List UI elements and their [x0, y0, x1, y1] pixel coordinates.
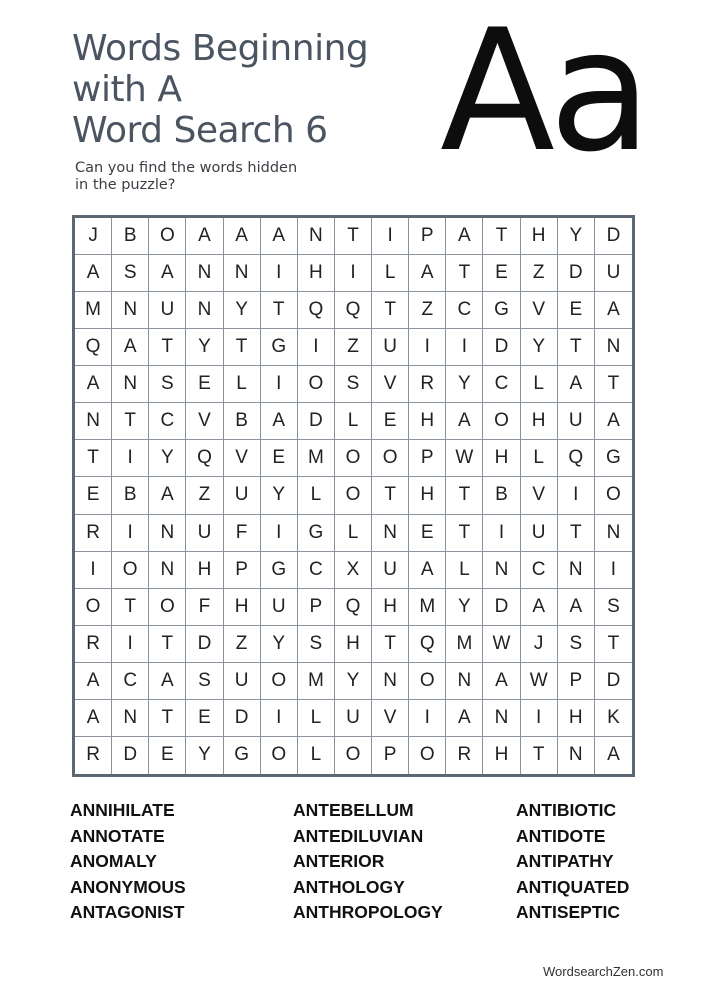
grid-cell[interactable]: O [595, 477, 632, 514]
grid-cell[interactable]: Q [409, 626, 446, 663]
grid-cell[interactable]: O [75, 589, 112, 626]
grid-cell[interactable]: N [112, 292, 149, 329]
grid-cell[interactable]: Y [335, 663, 372, 700]
grid-cell[interactable]: I [112, 626, 149, 663]
grid-cell[interactable]: D [483, 329, 520, 366]
grid-cell[interactable]: S [335, 366, 372, 403]
grid-cell[interactable]: G [261, 329, 298, 366]
word-list-item: ANOMALY [70, 851, 157, 872]
grid-cell[interactable]: W [521, 663, 558, 700]
grid-cell[interactable]: Y [261, 477, 298, 514]
grid-cell[interactable]: Q [75, 329, 112, 366]
grid-cell[interactable]: W [483, 626, 520, 663]
grid-cell[interactable]: I [112, 440, 149, 477]
grid-cell[interactable]: G [224, 737, 261, 774]
grid-cell[interactable]: M [298, 663, 335, 700]
grid-cell[interactable]: A [409, 255, 446, 292]
grid-cell[interactable]: T [521, 737, 558, 774]
grid-cell[interactable]: B [112, 218, 149, 255]
grid-cell[interactable]: A [521, 589, 558, 626]
grid-cell[interactable]: H [483, 440, 520, 477]
grid-cell[interactable]: T [224, 329, 261, 366]
title-line-1: Words Beginning [72, 28, 369, 69]
grid-cell[interactable]: G [595, 440, 632, 477]
grid-cell[interactable]: E [483, 255, 520, 292]
grid-cell[interactable]: U [224, 663, 261, 700]
grid-cell[interactable]: O [335, 737, 372, 774]
word-list-item: ANTIBIOTIC [516, 800, 617, 820]
grid-cell[interactable]: N [149, 515, 186, 552]
grid-cell[interactable]: O [261, 663, 298, 700]
grid-cell[interactable]: O [298, 366, 335, 403]
grid-cell[interactable]: L [335, 515, 372, 552]
grid-cell[interactable]: P [409, 218, 446, 255]
grid-cell[interactable]: P [224, 552, 261, 589]
grid-cell[interactable]: Y [149, 440, 186, 477]
grid-cell[interactable]: L [298, 477, 335, 514]
grid-cell[interactable]: T [446, 515, 483, 552]
grid-cell[interactable]: H [521, 218, 558, 255]
grid-cell[interactable]: H [372, 589, 409, 626]
grid-cell[interactable]: Y [521, 329, 558, 366]
grid-cell[interactable]: C [298, 552, 335, 589]
grid-cell[interactable]: S [149, 366, 186, 403]
grid-cell[interactable]: N [372, 515, 409, 552]
grid-cell[interactable]: D [186, 626, 223, 663]
grid-cell[interactable]: O [149, 589, 186, 626]
grid-cell[interactable]: Z [521, 255, 558, 292]
grid-cell[interactable]: I [409, 700, 446, 737]
grid-cell[interactable]: I [521, 700, 558, 737]
grid-cell[interactable]: S [112, 255, 149, 292]
grid-cell[interactable]: T [558, 515, 595, 552]
grid-cell[interactable]: U [335, 700, 372, 737]
instructions-line-2: in the puzzle? [75, 177, 176, 193]
grid-cell[interactable]: A [149, 477, 186, 514]
grid-cell[interactable]: A [483, 663, 520, 700]
grid-cell[interactable]: N [483, 700, 520, 737]
grid-cell[interactable]: B [224, 403, 261, 440]
grid-cell[interactable]: E [186, 700, 223, 737]
grid-cell[interactable]: K [595, 700, 632, 737]
grid-cell[interactable]: Q [335, 292, 372, 329]
grid-cell[interactable]: H [409, 403, 446, 440]
grid-cell[interactable]: I [483, 515, 520, 552]
title-line-3: Word Search 6 [72, 110, 328, 151]
grid-cell[interactable]: Z [409, 292, 446, 329]
grid-cell[interactable]: N [483, 552, 520, 589]
grid-cell[interactable]: A [595, 292, 632, 329]
grid-cell[interactable]: U [224, 477, 261, 514]
grid-cell[interactable]: Y [224, 292, 261, 329]
grid-cell[interactable]: T [595, 626, 632, 663]
grid-cell[interactable]: M [409, 589, 446, 626]
grid-cell[interactable]: Z [224, 626, 261, 663]
word-list-item: ANTEDILUVIAN [293, 825, 424, 846]
grid-cell[interactable]: N [446, 663, 483, 700]
grid-cell[interactable]: T [372, 477, 409, 514]
grid-cell[interactable]: I [298, 329, 335, 366]
grid-cell[interactable]: T [75, 440, 112, 477]
grid-cell[interactable]: V [521, 292, 558, 329]
grid-cell[interactable]: N [298, 218, 335, 255]
grid-cell[interactable]: R [75, 737, 112, 774]
grid-cell[interactable]: E [372, 403, 409, 440]
grid-cell[interactable]: N [186, 255, 223, 292]
grid-cell[interactable]: R [446, 737, 483, 774]
grid-cell[interactable]: O [112, 552, 149, 589]
grid-cell[interactable]: D [558, 255, 595, 292]
grid-cell[interactable]: I [409, 329, 446, 366]
grid-cell[interactable]: I [261, 700, 298, 737]
grid-cell[interactable]: U [372, 329, 409, 366]
grid-cell[interactable]: C [521, 552, 558, 589]
page-title [72, 28, 432, 151]
grid-cell[interactable]: A [409, 552, 446, 589]
grid-cell[interactable]: A [75, 663, 112, 700]
grid-cell[interactable]: H [558, 700, 595, 737]
grid-cell[interactable]: L [224, 366, 261, 403]
grid-cell[interactable]: V [372, 366, 409, 403]
grid-cell[interactable]: H [298, 255, 335, 292]
grid-cell[interactable]: O [483, 403, 520, 440]
grid-cell[interactable]: F [224, 515, 261, 552]
grid-cell[interactable]: Q [558, 440, 595, 477]
grid-cell[interactable]: L [298, 737, 335, 774]
grid-cell[interactable]: Q [335, 589, 372, 626]
grid-cell[interactable]: R [75, 626, 112, 663]
grid-cell[interactable]: E [75, 477, 112, 514]
grid-cell[interactable]: E [149, 737, 186, 774]
grid-cell[interactable]: A [149, 663, 186, 700]
grid-cell[interactable]: A [558, 589, 595, 626]
grid-cell[interactable]: M [446, 626, 483, 663]
grid-cell[interactable]: P [372, 737, 409, 774]
word-list-item: ANTISEPTIC [516, 902, 621, 923]
instructions [75, 160, 345, 194]
grid-cell[interactable]: O [335, 477, 372, 514]
grid-cell[interactable]: Y [186, 737, 223, 774]
grid-cell[interactable]: L [372, 255, 409, 292]
grid-cell[interactable]: N [112, 366, 149, 403]
grid-cell[interactable]: E [558, 292, 595, 329]
grid-cell[interactable]: U [372, 552, 409, 589]
grid-cell[interactable]: D [298, 403, 335, 440]
letter-grid [75, 218, 632, 774]
grid-cell[interactable]: R [409, 366, 446, 403]
grid-cell[interactable]: N [595, 515, 632, 552]
grid-cell[interactable]: D [595, 218, 632, 255]
grid-cell[interactable]: Y [446, 366, 483, 403]
grid-cell[interactable]: O [409, 737, 446, 774]
grid-cell[interactable]: A [558, 366, 595, 403]
grid-cell[interactable]: O [261, 737, 298, 774]
grid-cell[interactable]: N [372, 663, 409, 700]
grid-cell[interactable]: Y [261, 626, 298, 663]
grid-cell[interactable]: B [112, 477, 149, 514]
grid-cell[interactable]: T [595, 366, 632, 403]
grid-cell[interactable]: W [446, 440, 483, 477]
grid-cell[interactable]: G [298, 515, 335, 552]
grid-cell[interactable]: T [149, 700, 186, 737]
instructions-line-1: Can you find the words hidden [75, 160, 298, 176]
grid-cell[interactable]: V [372, 700, 409, 737]
grid-cell[interactable]: V [186, 403, 223, 440]
grid-cell[interactable]: A [595, 403, 632, 440]
grid-cell[interactable]: T [112, 403, 149, 440]
grid-cell[interactable]: P [558, 663, 595, 700]
grid-cell[interactable]: I [261, 515, 298, 552]
grid-cell[interactable]: G [261, 552, 298, 589]
grid-cell[interactable]: I [372, 218, 409, 255]
grid-cell[interactable]: L [298, 700, 335, 737]
grid-cell[interactable]: L [521, 366, 558, 403]
grid-cell[interactable]: N [224, 255, 261, 292]
grid-cell[interactable]: H [335, 626, 372, 663]
grid-cell[interactable]: J [75, 218, 112, 255]
grid-cell[interactable]: U [558, 403, 595, 440]
grid-cell[interactable]: C [112, 663, 149, 700]
grid-cell[interactable]: T [335, 218, 372, 255]
grid-cell[interactable]: U [521, 515, 558, 552]
grid-cell[interactable]: A [224, 218, 261, 255]
grid-cell[interactable]: I [558, 477, 595, 514]
grid-cell[interactable]: O [149, 218, 186, 255]
grid-cell[interactable]: Q [298, 292, 335, 329]
grid-cell[interactable]: T [483, 218, 520, 255]
grid-cell[interactable]: Y [186, 329, 223, 366]
grid-cell[interactable]: D [595, 663, 632, 700]
grid-cell[interactable]: B [483, 477, 520, 514]
grid-cell[interactable]: H [224, 589, 261, 626]
grid-cell[interactable]: H [409, 477, 446, 514]
grid-cell[interactable]: I [595, 552, 632, 589]
word-list [70, 798, 670, 926]
grid-cell[interactable]: L [446, 552, 483, 589]
letter-graphic: Aa [440, 0, 646, 189]
grid-cell[interactable]: A [112, 329, 149, 366]
grid-cell[interactable]: N [112, 700, 149, 737]
grid-cell[interactable]: T [558, 329, 595, 366]
grid-cell[interactable]: T [446, 477, 483, 514]
grid-cell[interactable]: C [446, 292, 483, 329]
grid-cell[interactable]: A [186, 218, 223, 255]
grid-cell[interactable]: I [335, 255, 372, 292]
word-list-item: ANTHOLOGY [293, 876, 405, 897]
grid-cell[interactable]: I [261, 366, 298, 403]
grid-cell[interactable]: M [75, 292, 112, 329]
grid-cell[interactable]: P [298, 589, 335, 626]
grid-cell[interactable]: E [409, 515, 446, 552]
grid-cell[interactable]: Q [186, 440, 223, 477]
grid-cell[interactable]: I [446, 329, 483, 366]
grid-cell[interactable]: A [261, 218, 298, 255]
grid-cell[interactable]: A [446, 403, 483, 440]
word-list-item: ANNOTATE [70, 825, 165, 846]
grid-cell[interactable]: C [149, 403, 186, 440]
grid-cell[interactable]: I [75, 552, 112, 589]
grid-cell[interactable]: M [298, 440, 335, 477]
grid-cell[interactable]: H [521, 403, 558, 440]
grid-cell[interactable]: U [149, 292, 186, 329]
grid-cell[interactable]: O [372, 440, 409, 477]
grid-cell[interactable]: N [186, 292, 223, 329]
grid-cell[interactable]: N [558, 552, 595, 589]
grid-cell[interactable]: A [261, 403, 298, 440]
grid-cell[interactable]: H [483, 737, 520, 774]
grid-cell[interactable]: N [75, 403, 112, 440]
grid-cell[interactable]: E [261, 440, 298, 477]
grid-cell[interactable]: T [372, 292, 409, 329]
grid-cell[interactable]: N [595, 329, 632, 366]
grid-cell[interactable]: P [409, 440, 446, 477]
grid-cell[interactable]: E [186, 366, 223, 403]
grid-cell[interactable]: T [261, 292, 298, 329]
grid-cell[interactable]: Z [186, 477, 223, 514]
grid-cell[interactable]: C [483, 366, 520, 403]
grid-cell[interactable]: A [75, 255, 112, 292]
grid-cell[interactable]: A [75, 700, 112, 737]
grid-cell[interactable]: S [186, 663, 223, 700]
word-list-item: ANNIHILATE [70, 800, 175, 820]
word-list-item: ANTIQUATED [516, 876, 630, 897]
grid-cell[interactable]: T [372, 626, 409, 663]
word-list-item: ANTIDOTE [516, 825, 606, 846]
grid-cell[interactable]: Y [446, 589, 483, 626]
grid-cell[interactable]: D [224, 700, 261, 737]
grid-cell[interactable]: R [75, 515, 112, 552]
grid-cell[interactable]: A [149, 255, 186, 292]
grid-cell[interactable]: O [335, 440, 372, 477]
grid-cell[interactable]: X [335, 552, 372, 589]
grid-cell[interactable]: T [112, 589, 149, 626]
word-list-item: ANTERIOR [293, 851, 385, 872]
word-list-item: ANTHROPOLOGY [293, 902, 443, 923]
grid-cell[interactable]: U [186, 515, 223, 552]
site-credit: WordsearchZen.com [543, 964, 664, 979]
grid-cell[interactable]: N [149, 552, 186, 589]
grid-cell[interactable]: L [521, 440, 558, 477]
word-list-item: ANTAGONIST [70, 902, 185, 923]
title-line-2: with A [72, 69, 182, 110]
grid-cell[interactable]: J [521, 626, 558, 663]
grid-cell[interactable]: D [112, 737, 149, 774]
grid-cell[interactable]: Y [558, 218, 595, 255]
grid-cell[interactable]: V [521, 477, 558, 514]
grid-cell[interactable]: I [261, 255, 298, 292]
word-list-item: ANONYMOUS [70, 876, 186, 897]
grid-cell[interactable]: U [595, 255, 632, 292]
grid-cell[interactable]: S [298, 626, 335, 663]
grid-cell[interactable]: T [149, 626, 186, 663]
grid-cell[interactable]: N [558, 737, 595, 774]
grid-cell[interactable]: H [186, 552, 223, 589]
grid-cell[interactable]: O [409, 663, 446, 700]
grid-cell[interactable]: D [483, 589, 520, 626]
grid-cell[interactable]: I [112, 515, 149, 552]
grid-cell[interactable]: F [186, 589, 223, 626]
grid-cell[interactable]: T [149, 329, 186, 366]
grid-cell[interactable]: U [261, 589, 298, 626]
word-list-item: ANTEBELLUM [293, 800, 414, 820]
word-list-item: ANTIPATHY [516, 851, 614, 872]
grid-cell[interactable]: A [446, 218, 483, 255]
grid-cell[interactable]: Z [335, 329, 372, 366]
grid-cell[interactable]: S [595, 589, 632, 626]
grid-cell[interactable]: A [607, 744, 620, 766]
grid-cell[interactable]: A [75, 366, 112, 403]
grid-cell[interactable]: V [224, 440, 261, 477]
grid-cell[interactable]: T [446, 255, 483, 292]
grid-cell[interactable]: L [335, 403, 372, 440]
grid-cell[interactable]: A [446, 700, 483, 737]
grid-cell[interactable]: S [558, 626, 595, 663]
grid-cell[interactable]: G [483, 292, 520, 329]
